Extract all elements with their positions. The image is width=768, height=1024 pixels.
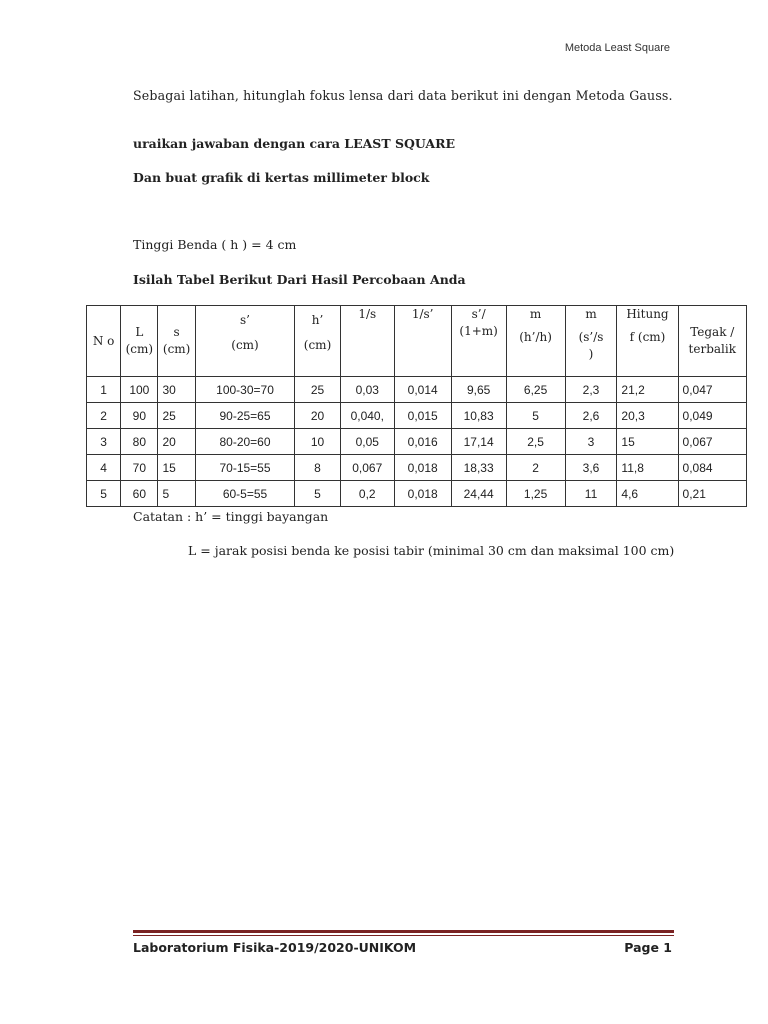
table-row — [87, 429, 747, 455]
header-h-prime — [295, 306, 341, 377]
cell-h-prime: 20 — [295, 403, 341, 429]
header-label: N o — [92, 333, 115, 348]
cell-tegak-terbalik: 0,067 — [678, 429, 746, 455]
cell-f: 15 — [617, 429, 678, 455]
header-unit: (h’/h) — [519, 330, 552, 344]
cell-no: 2 — [87, 403, 121, 429]
cell-m-h: 2 — [506, 455, 565, 481]
cell-no: 3 — [87, 429, 121, 455]
cell-no: 5 — [87, 481, 121, 507]
header-unit: f (cm) — [629, 330, 666, 344]
cell-inv-s: 0,040, — [340, 403, 394, 429]
cell-tegak-terbalik: 0,084 — [678, 455, 746, 481]
footer-lab-name: Laboratorium Fisika-2019/2020-UNIKOM — [133, 940, 417, 955]
cell-m-h: 2,5 — [506, 429, 565, 455]
table-header-row — [87, 306, 747, 377]
cell-no: 1 — [87, 377, 121, 403]
header-unit-cont: ) — [588, 347, 594, 361]
header-label: s’/ — [471, 307, 486, 321]
header-s-prime-over-1m — [451, 306, 506, 377]
cell-s-prime-over-1m: 9,65 — [451, 377, 506, 403]
cell-no: 4 — [87, 455, 121, 481]
cell-s: 25 — [158, 403, 195, 429]
cell-tegak-terbalik: 0,047 — [678, 377, 746, 403]
cell-inv-s-prime: 0,015 — [394, 403, 451, 429]
header-inv-s-prime — [394, 306, 451, 377]
header-unit: (cm) — [303, 338, 332, 352]
cell-inv-s: 0,05 — [340, 429, 394, 455]
table-title: Isilah Tabel Berikut Dari Hasil Percobaan Anda — [133, 272, 466, 287]
header-s — [158, 306, 195, 377]
cell-L: 80 — [121, 429, 158, 455]
table-row — [87, 403, 747, 429]
cell-inv-s-prime: 0,014 — [394, 377, 451, 403]
cell-tegak-terbalik: 0,049 — [678, 403, 746, 429]
header-s-prime — [195, 306, 294, 377]
header-unit: (cm) — [162, 342, 191, 356]
header-label: h’ — [311, 313, 324, 327]
cell-m-s: 11 — [565, 481, 617, 507]
data-table — [86, 305, 747, 507]
note-h-prime: Catatan : h’ = tinggi bayangan — [133, 509, 329, 524]
cell-inv-s-prime: 0,016 — [394, 429, 451, 455]
footer-rule-thin — [133, 935, 674, 936]
cell-f: 11,8 — [617, 455, 678, 481]
header-m-s — [565, 306, 617, 377]
header-label: s — [173, 325, 180, 339]
page-number: Page 1 — [624, 940, 672, 955]
header-label: L — [135, 325, 144, 339]
cell-m-h: 6,25 — [506, 377, 565, 403]
cell-inv-s: 0,2 — [340, 481, 394, 507]
cell-L: 100 — [121, 377, 158, 403]
cell-s-prime: 80-20=60 — [195, 429, 294, 455]
cell-f: 21,2 — [617, 377, 678, 403]
object-height-info: Tinggi Benda ( h ) = 4 cm — [133, 237, 297, 252]
header-hitung-f — [617, 306, 678, 377]
cell-L: 60 — [121, 481, 158, 507]
cell-L: 90 — [121, 403, 158, 429]
header-unit: (cm) — [125, 342, 154, 356]
table-row — [87, 481, 747, 507]
cell-h-prime: 8 — [295, 455, 341, 481]
header-m-h — [506, 306, 565, 377]
cell-s-prime: 70-15=55 — [195, 455, 294, 481]
cell-inv-s: 0,067 — [340, 455, 394, 481]
cell-s: 15 — [158, 455, 195, 481]
intro-instruction: Sebagai latihan, hitunglah fokus lensa dari data berikut ini dengan Metoda Gauss. — [133, 88, 673, 103]
cell-s-prime-over-1m: 18,33 — [451, 455, 506, 481]
least-square-instruction: uraikan jawaban dengan cara LEAST SQUARE — [133, 136, 456, 151]
cell-m-s: 2,3 — [565, 377, 617, 403]
cell-inv-s-prime: 0,018 — [394, 481, 451, 507]
cell-s: 5 — [158, 481, 195, 507]
cell-inv-s-prime: 0,018 — [394, 455, 451, 481]
cell-m-s: 3 — [565, 429, 617, 455]
header-label: s’ — [240, 313, 250, 327]
cell-h-prime: 25 — [295, 377, 341, 403]
cell-s-prime: 60-5=55 — [195, 481, 294, 507]
cell-s: 30 — [158, 377, 195, 403]
cell-tegak-terbalik: 0,21 — [678, 481, 746, 507]
cell-s-prime-over-1m: 10,83 — [451, 403, 506, 429]
table-row — [87, 455, 747, 481]
footer-rule-thick — [133, 930, 674, 933]
table-row — [87, 377, 747, 403]
header-label: Hitung — [626, 307, 669, 321]
header-unit: (cm) — [231, 338, 259, 352]
cell-m-h: 5 — [506, 403, 565, 429]
header-no — [87, 306, 121, 377]
cell-h-prime: 5 — [295, 481, 341, 507]
header-label: m — [585, 307, 597, 321]
header-L — [121, 306, 158, 377]
header-tegak-terbalik — [678, 306, 746, 377]
header-inv-s — [340, 306, 394, 377]
cell-m-s: 2,6 — [565, 403, 617, 429]
cell-inv-s: 0,03 — [340, 377, 394, 403]
cell-h-prime: 10 — [295, 429, 341, 455]
cell-m-h: 1,25 — [506, 481, 565, 507]
cell-s: 20 — [158, 429, 195, 455]
header-unit: (s’/s — [578, 330, 604, 344]
cell-L: 70 — [121, 455, 158, 481]
graph-instruction: Dan buat grafik di kertas millimeter block — [133, 170, 430, 185]
cell-f: 20,3 — [617, 403, 678, 429]
header-label: 1/s’ — [411, 307, 434, 321]
cell-s-prime: 90-25=65 — [195, 403, 294, 429]
cell-s-prime: 100-30=70 — [195, 377, 294, 403]
header-label: m — [529, 307, 542, 321]
header-unit: (1+m) — [459, 324, 498, 338]
note-L: L = jarak posisi benda ke posisi tabir (minimal 30 cm dan maksimal 100 cm) — [188, 543, 675, 558]
cell-f: 4,6 — [617, 481, 678, 507]
header-label: Tegak / — [690, 325, 735, 339]
cell-s-prime-over-1m: 17,14 — [451, 429, 506, 455]
header-label: 1/s — [358, 307, 377, 321]
page-header-title: Metoda Least Square — [564, 42, 670, 54]
header-unit: terbalik — [688, 342, 736, 356]
cell-m-s: 3,6 — [565, 455, 617, 481]
cell-s-prime-over-1m: 24,44 — [451, 481, 506, 507]
